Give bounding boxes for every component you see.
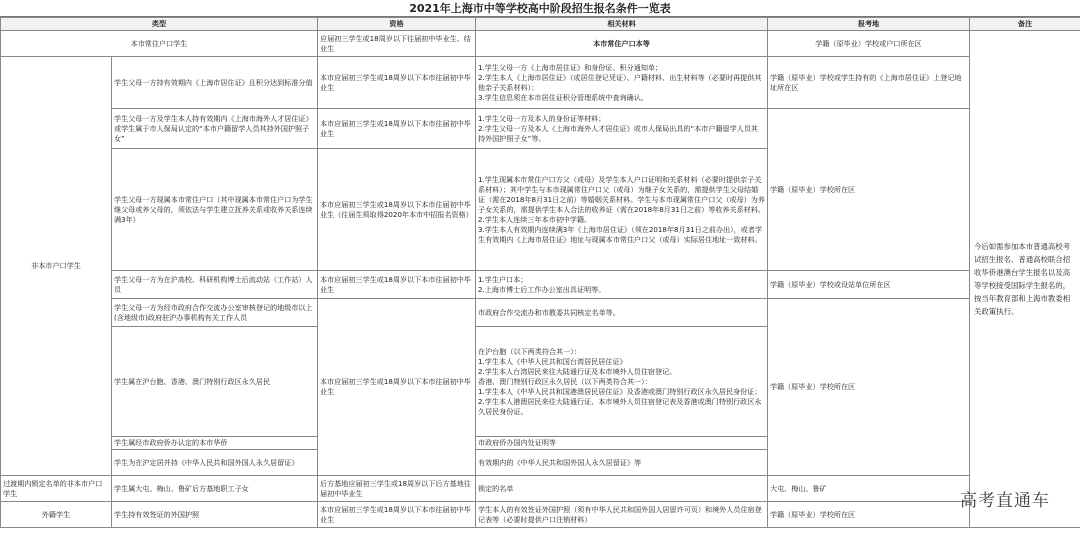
qualification-cell: 本市应届初三学生或18周岁以下本市往届初中毕业生 [318,299,476,476]
type-cell: 过渡期内锁定名单的非本市户口学生 [1,476,112,502]
subtype-cell: 学生持有效签证的外国护照 [112,502,318,528]
location-cell: 学籍（原毕业）学校所在区 [768,502,970,528]
materials-cell: 锁定的名单 [476,476,768,502]
watermark-text: 高考直通车 [960,491,1050,511]
header-type: 类型 [1,18,318,31]
qualification-cell: 后方基地应届初三学生或18周岁以下后方基地往届初中毕业生 [318,476,476,502]
table-header-row [1,18,1080,31]
materials-cell: 1.学生户口本； 2.上海市博士后工作办公室出具证明等。 [476,271,768,299]
materials-cell: 1.学生父母一方《上海市居住证》和身份证、积分通知单； 2.学生本人《上海市居住证》（或居住登记凭证）、户籍材料、出生材料等（必要时再提供其他亲子关系材料）； 3.学生信息须在本市居住证积分管理系统中查询确认。 [476,57,768,109]
table-row [1,109,1080,149]
table-row [1,299,1080,327]
table-row [1,502,1080,528]
materials-cell: 市政府合作交流办和市教委共同核定名单等。 [476,299,768,327]
subtype-cell: 学生父母一方为经市政府合作交流办公室审核登记的地级市以上(含地级市)政府驻沪办事机构有关工作人员 [112,299,318,327]
table-row [1,31,1080,57]
materials-cell: 1.学生父母一方及本人的身份证等材料； 2.学生父母一方及本人《上海市海外人才居住证》或市人保局出具的“本市户籍留学人员其持外国护照子女”等。 [476,109,768,149]
table-row [1,271,1080,299]
subtype-cell: 学生父母一方现属本市常住户口（其中现属本市常住户口为学生继父母或养父母的，须依法与学生建立抚养关系或收养关系连续满3年） [112,149,318,271]
qualification-cell: 本市应届初三学生或18周岁以下本市往届初中毕业生 [318,57,476,109]
table-row [1,476,1080,502]
qualification-cell: 本市应届初三学生或18周岁以下本市往届初中毕业生（往届生须取得2020年本市中招报名资格） [318,149,476,271]
materials-cell: 市政府侨办国内处证明等 [476,437,768,450]
header-remark: 备注 [970,18,1080,31]
qualification-cell: 本市应届初三学生或18周岁以下本市往届初中毕业生 [318,271,476,299]
qualification-cell: 本市应届初三学生或18周岁以下本市往届初中毕业生 [318,109,476,149]
subtype-cell: 学生属大屯、梅山、鲁矿后方基地职工子女 [112,476,318,502]
subtype-cell: 学生为在沪定居并持《中华人民共和国外国人永久居留证》 [112,450,318,476]
type-cell: 外籍学生 [1,502,112,528]
header-location: 报考地 [768,18,970,31]
location-cell: 学籍（原毕业）学校或户口所在区 [768,31,970,57]
materials-cell: 1.学生现属本市常住户口方父（或母）及学生本人户口证明和关系材料（必要时提供亲子关系材料）；其中学生与本市现属常住户口父（或母）为继子女关系的，需提供学生父母结婚证（需在2018年8月31日之前）等婚姻关系材料。学生与本市现属常住户口父（或母）为养子女关系的，需提供学生本人合法的收养证（需在2018年8月31日之前）等收养关系材料。 2.学生本人连续三年本市初中学籍。 3.学生本人有效期内连续满3年《上海市居住证》（须在2018年8月31日之前办出），或者学生有效期内《上海市居住证》地址与现属本市常住户口父（或母）实际居住地址一致材料。 [476,149,768,271]
table-row [1,57,1080,109]
type-cell: 本市常住户口学生 [1,31,318,57]
materials-cell: 学生本人的有效签证外国护照（须有中华人民共和国外国人居留许可页）和境外人员住宿登记表等（必要时提供户口注销材料） [476,502,768,528]
subtype-cell: 学生父母一方及学生本人持有效期内《上海市海外人才居住证》或学生属于市人保局认定的“本市户籍留学人员其持外国护照子女” [112,109,318,149]
header-materials: 相关材料 [476,18,768,31]
page-title: 2021年上海市中等学校高中阶段招生报名条件一览表 [0,0,1080,17]
location-cell: 大屯、梅山、鲁矿 [768,476,970,502]
location-cell: 学籍（原毕业）学校或学生持有的《上海市居住证》上登记地址所在区 [768,57,970,109]
location-cell: 学籍（原毕业）学校所在区 [768,109,970,271]
subtype-cell: 学生父母一方持有效期内《上海市居住证》且积分达到标准分值 [112,57,318,109]
admission-conditions-table [0,17,1080,528]
materials-cell: 本市常住户口本等 [476,31,768,57]
qualification-cell: 应届初三学生或18周岁以下往届初中毕业生、结业生 [318,31,476,57]
materials-cell: 在沪台胞（以下两类符合其一）： 1.学生本人《中华人民共和国台湾居民居住证》 2.学生本人台湾居民来往大陆通行证及本市境外人员住宿登记。 香港、澳门特别行政区永久居民（以下两类符合其一）： 1.学生本人《中华人民共和国港澳居民居住证》及香港或澳门特别行政区永久居民身份证； 2.学生本人港澳居民来往大陆通行证、本市境外人员住宿登记表及香港或澳门特别行政区永久居民身份证。 [476,327,768,437]
remark-cell: 今后如需参加本市普通高校考试招生报名、普通高校联合招收华侨港澳台学生报名以及高等学校接受国际学生报名的，按当年教育部和上海市教委相关政策执行。 [970,31,1080,528]
subtype-cell: 学生属经市政府侨办认定的本市华侨 [112,437,318,450]
header-qualification: 资格 [318,18,476,31]
qualification-cell: 本市应届初三学生或18周岁以下本市往届初中毕业生 [318,502,476,528]
subtype-cell: 学生父母一方为在沪高校、科研机构博士后流动站（工作站）人员 [112,271,318,299]
materials-cell: 有效期内的《中华人民共和国外国人永久居留证》等 [476,450,768,476]
type-cell: 非本市户口学生 [1,57,112,476]
location-cell: 学籍（原毕业）学校所在区 [768,299,970,476]
location-cell: 学籍（原毕业）学校或设站单位所在区 [768,271,970,299]
subtype-cell: 学生属在沪台胞、香港、澳门特别行政区永久居民 [112,327,318,437]
